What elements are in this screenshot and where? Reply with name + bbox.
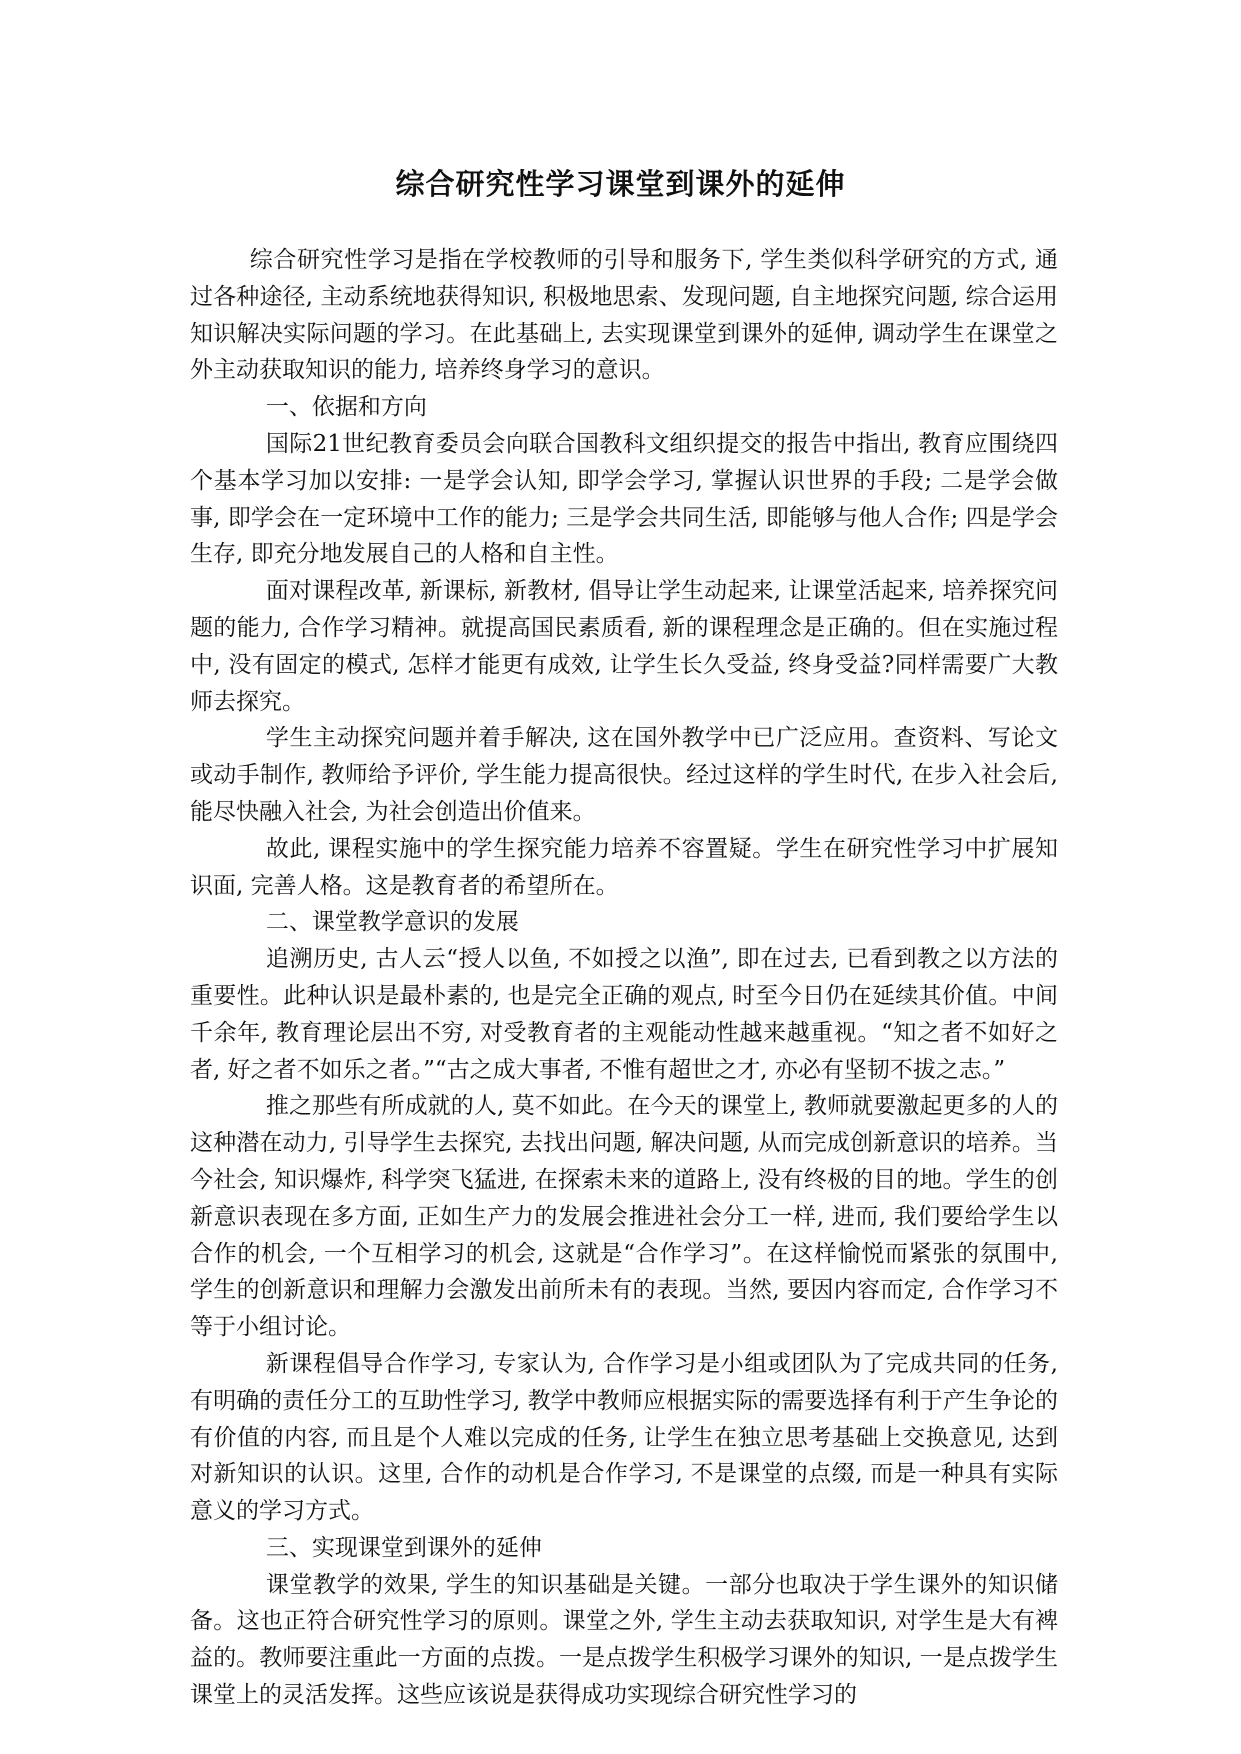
body-paragraph: 追溯历史, 古人云“授人以鱼, 不如授之以渔”, 即在过去, 已看到教之以方法的重要性。此种认识是最朴素的, 也是完全正确的观点, 时至今日仍在延续其价值。中间千余年, 教育理论层出不穷, 对受教育者的主观能动性越来越重视。“知之者不如好之者, 好之者不如乐之者。”“古之成大事者, 不惟有超世之才, 亦必有坚韧不拔之志。” <box>190 946 1058 1083</box>
intro-paragraph: 综合研究性学习是指在学校教师的引导和服务下, 学生类似科学研究的方式, 通过各种途径, 主动系统地获得知识, 积极地思索、发现问题, 自主地探究问题, 综合运用知识解决实际问题的学习。在此基础上, 去实现课堂到课外的延伸, 调动学生在课堂之外主动获取知识的能力, 培养终身学习的意识。 <box>190 247 1058 384</box>
body-paragraph: 推之那些有所成就的人, 莫不如此。在今天的课堂上, 教师就要激起更多的人的这种潜在动力, 引导学生去探究, 去找出问题, 解决问题, 从而完成创新意识的培养。当今社会, 知识爆炸, 科学突飞猛进, 在探索未来的道路上, 没有终极的目的地。学生的创新意识表现在多方面, 正如生产力的发展会推进社会分工一样, 进而, 我们要给学生以合作的机会, 一个互相学习的机会, 这就是“合作学习”。在这样愉悦而紧张的氛围中, 学生的创新意识和理解力会激发出前所未有的表现。当然, 要因内容而定, 合作学习不等于小组讨论。 <box>190 1093 1058 1341</box>
body-paragraph: 学生主动探究问题并着手解决, 这在国外教学中已广泛应用。查资料、写论文或动手制作, 教师给予评价, 学生能力提高很快。经过这样的学生时代, 在步入社会后, 能尽快融入社会, 为社会创造出价值来。 <box>190 725 1058 825</box>
body-paragraph: 国际21世纪教育委员会向联合国教科文组织提交的报告中指出, 教育应围绕四个基本学习加以安排: 一是学会认知, 即学会学习, 掌握认识世界的手段; 二是学会做事, 即学会在一定环境中工作的能力; 三是学会共同生活, 即能够与他人合作; 四是学会生存, 即充分地发展自己的人格和自主性。 <box>190 430 1058 568</box>
section-heading-3: 三、实现课堂到课外的延伸 <box>265 1534 542 1561</box>
body-paragraph: 面对课程改革, 新课标, 新教材, 倡导让学生动起来, 让课堂活起来, 培养探究问题的能力, 合作学习精神。就提高国民素质看, 新的课程理念是正确的。但在实施过程中, 没有固定的模式, 怎样才能更有成效, 让学生长久受益, 终身受益?同样需要广大教师去探究。 <box>190 578 1058 715</box>
section-heading-1: 一、依据和方向 <box>265 394 427 421</box>
document-title: 综合研究性学习课堂到课外的延伸 <box>395 167 846 201</box>
document-body <box>190 242 1058 1714</box>
body-paragraph: 新课程倡导合作学习, 专家认为, 合作学习是小组或团队为了完成共同的任务, 有明确的责任分工的互助性学习, 教学中教师应根据实际的需要选择有利于产生争论的有价值的内容, 而且是个人难以完成的任务, 让学生在独立思考基础上交换意见, 达到对新知识的认识。这里, 合作的动机是合作学习, 不是课堂的点缀, 而是一种具有实际意义的学习方式。 <box>190 1350 1058 1525</box>
body-paragraph: 课堂教学的效果, 学生的知识基础是关键。一部分也取决于学生课外的知识储备。这也正符合研究性学习的原则。课堂之外, 学生主动去获取知识, 对学生是大有裨益的。教师要注重此一方面的点拨。一是点拨学生积极学习课外的知识, 一是点拨学生课堂上的灵活发挥。这些应该说是获得成功实现综合研究性学习的 <box>190 1571 1058 1709</box>
body-paragraph: 故此, 课程实施中的学生探究能力培养不容置疑。学生在研究性学习中扩展知识面, 完善人格。这是教育者的希望所在。 <box>190 835 1058 899</box>
section-heading-2: 二、课堂教学意识的发展 <box>265 909 519 936</box>
